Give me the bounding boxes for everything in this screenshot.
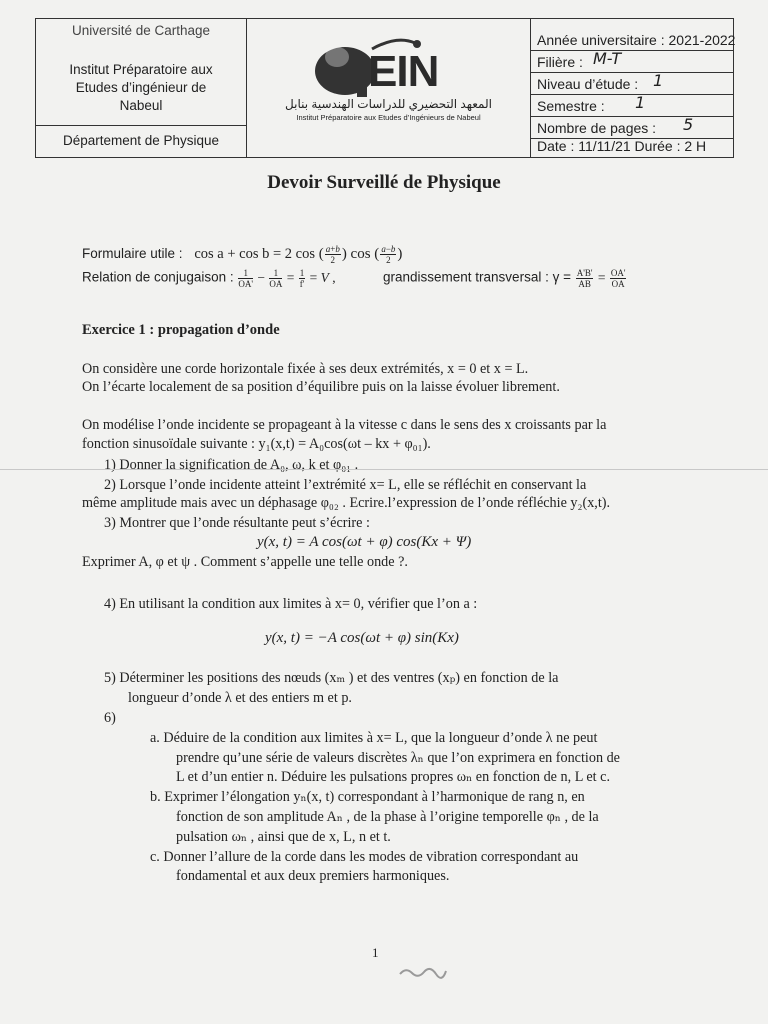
semestre-row: Semestre :	[531, 95, 733, 117]
header-left-cell	[36, 19, 247, 157]
header-logo-cell	[247, 19, 531, 157]
question-2-line-1: 2) Lorsque l’onde incidente atteint l’extrémité x= L, elle se réfléchit en conservant la	[104, 477, 587, 493]
exam-title: Devoir Surveillé de Physique	[267, 172, 501, 193]
pages-row: Nombre de pages :	[531, 117, 733, 139]
header-info-cell	[531, 19, 736, 157]
logo-caption: Institut Préparatoire aux Etudes d’Ingénieurs de Nabeul	[296, 113, 481, 122]
question-6b-line-1: b. Exprimer l’élongation yₙ(x, t) correspondant à l’harmonique de rang n, en	[150, 789, 585, 805]
logo-text: EIN	[368, 47, 439, 96]
equation-resultant-wave: y(x, t) = A cos(ωt + φ) cos(Kx + Ψ)	[257, 534, 472, 550]
exercise-heading: Exercice 1 : propagation d’onde	[82, 322, 280, 338]
intro-line-1: On considère une corde horizontale fixée à ses deux extrémités, x = 0 et x = L.	[82, 361, 529, 377]
stamp-mark-icon	[398, 965, 448, 979]
question-6-label: 6)	[104, 710, 116, 726]
semestre-handwritten: 1	[635, 93, 646, 112]
header-table	[35, 18, 734, 158]
magnification-line: grandissement transversal : γ = $\frac{A'B'}{AB}$ = $\frac{OA'}{OA}$	[383, 268, 626, 289]
formula-line: Formulaire utile : cos a + cos b = 2 cos ( $\frac{a+b}{2}$ ) cos ( $\frac{a-b}{2}$ )	[82, 244, 403, 265]
question-1: 1) Donner la signification de A₀, ω, k et φ₀₁ .	[104, 457, 359, 473]
filiere-row: Filière :	[531, 51, 733, 73]
department-name: Département de Physique	[62, 133, 220, 148]
question-5-line-1: 5) Déterminer les positions des nœuds (xₘ ) et des ventres (xₚ) en fonction de la	[104, 670, 559, 686]
question-5-line-2: longueur d’onde λ et des entiers m et p.	[128, 690, 352, 706]
pages-handwritten: 5	[683, 115, 694, 134]
question-6c-line-2: fondamental et aux deux premiers harmoniques.	[176, 868, 450, 884]
question-3-follow-up: Exprimer A, φ et ψ . Comment s’appelle une telle onde ?.	[82, 554, 408, 570]
question-6b-line-3: pulsation ωₙ , ainsi que de x, L, n et t.	[176, 829, 391, 845]
date-row: Date : 11/11/21 Durée : 2 H	[537, 138, 707, 154]
question-6a-line-1: a. Déduire de la condition aux limites à x= L, que la longueur d’onde λ ne peut	[150, 730, 598, 746]
question-2-line-2: même amplitude mais avec un déphasage φ₀₂ . Ecrire.l’expression de l’onde réfléchie y₂(x,t).	[82, 495, 611, 511]
institute-name: Institut Préparatoire aux Etudes d’ingénieur de Nabeul	[69, 62, 213, 113]
niveau-row: Niveau d’étude :	[531, 73, 733, 95]
question-6b-line-2: fonction de son amplitude Aₙ , de la phase à l’origine temporelle φₙ , de la	[176, 809, 599, 825]
conjugation-line: Relation de conjugaison : $\frac{1}{OA'}$ − $\frac{1}{OA}$ = $\frac{1}{f'}$ = V ,	[82, 268, 336, 289]
model-line-1: On modélise l’onde incidente se propageant à la vitesse c dans le sens des x croissants par la	[82, 417, 607, 433]
niveau-handwritten: 1	[653, 71, 664, 90]
university-name: Université de Carthage	[71, 23, 211, 38]
fold-line	[0, 469, 768, 470]
arabic-institute-name: المعهد التحضيري للدراسات الهندسية بنابل	[285, 97, 492, 111]
intro-line-2: On l’écarte localement de sa position d’équilibre puis on la laisse évoluer librement.	[82, 379, 560, 395]
academic-year: Année universitaire : 2021-2022	[531, 29, 733, 51]
filiere-handwritten: M-T	[593, 49, 622, 68]
question-6a-line-3: L et d’un entier n. Déduire les pulsations propres ωₙ en fonction de n, L et c.	[176, 769, 611, 785]
question-3: 3) Montrer que l’onde résultante peut s’écrire :	[104, 515, 370, 531]
question-6c-line-1: c. Donner l’allure de la corde dans les modes de vibration correspondant au	[150, 849, 579, 865]
question-6a-line-2: prendre qu’une série de valeurs discrètes λₙ que l’on exprimera en fonction de	[176, 750, 620, 766]
page-number: 1	[372, 945, 379, 960]
divider	[36, 125, 246, 127]
model-line-2: fonction sinusoïdale suivante : y₁(x,t) = A₀cos(ωt – kx + φ₀₁).	[82, 436, 431, 452]
equation-boundary-condition: y(x, t) = −A cos(ωt + φ) sin(Kx)	[265, 630, 459, 646]
question-4: 4) En utilisant la condition aux limites à x= 0, vérifier que l’on a :	[104, 596, 478, 612]
